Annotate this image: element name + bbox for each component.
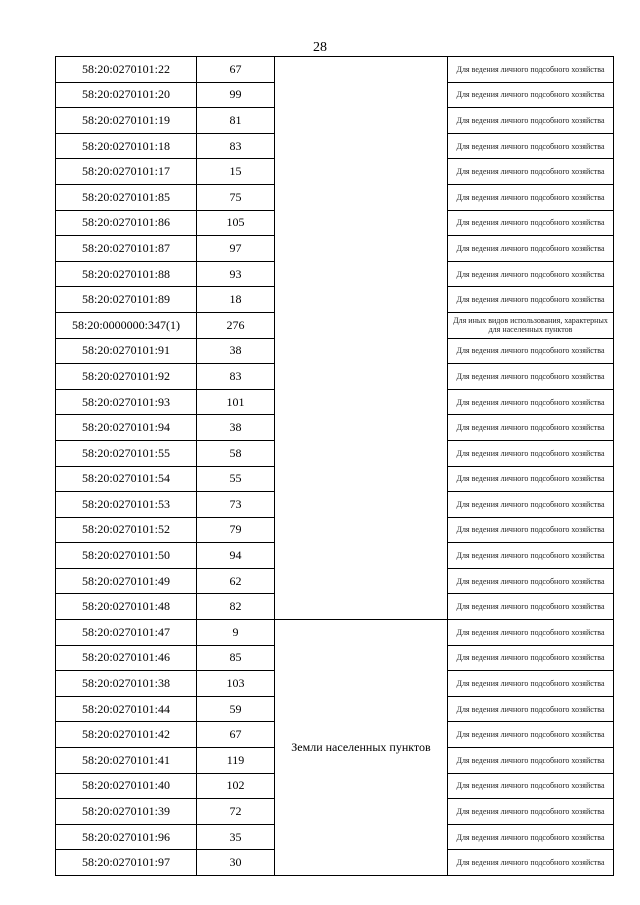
cadastral-number-cell: 58:20:0270101:50: [56, 543, 197, 569]
area-cell: 99: [197, 82, 275, 108]
land-category-cell: [275, 57, 448, 620]
permitted-use-cell: Для ведения личного подсобного хозяйства: [448, 261, 614, 287]
permitted-use-cell: Для ведения личного подсобного хозяйства: [448, 799, 614, 825]
cadastral-number-cell: 58:20:0270101:54: [56, 466, 197, 492]
area-cell: 35: [197, 824, 275, 850]
permitted-use-cell: Для ведения личного подсобного хозяйства: [448, 543, 614, 569]
permitted-use-cell: Для ведения личного подсобного хозяйства: [448, 850, 614, 876]
cadastral-number-cell: 58:20:0270101:92: [56, 364, 197, 390]
cadastral-number-cell: 58:20:0270101:89: [56, 287, 197, 313]
cadastral-number-cell: 58:20:0270101:55: [56, 440, 197, 466]
permitted-use-cell: Для ведения личного подсобного хозяйства: [448, 236, 614, 262]
permitted-use-cell: Для иных видов использования, характерных для населенных пунктов: [448, 312, 614, 338]
land-plots-table: [55, 56, 614, 876]
table-row: [56, 57, 614, 83]
permitted-use-cell: Для ведения личного подсобного хозяйства: [448, 824, 614, 850]
cadastral-number-cell: 58:20:0270101:52: [56, 517, 197, 543]
permitted-use-cell: Для ведения личного подсобного хозяйства: [448, 492, 614, 518]
permitted-use-cell: Для ведения личного подсобного хозяйства: [448, 620, 614, 646]
cadastral-number-cell: 58:20:0270101:41: [56, 748, 197, 774]
permitted-use-cell: Для ведения личного подсобного хозяйства: [448, 466, 614, 492]
area-cell: 18: [197, 287, 275, 313]
cadastral-number-cell: 58:20:0270101:42: [56, 722, 197, 748]
area-cell: 72: [197, 799, 275, 825]
permitted-use-cell: Для ведения личного подсобного хозяйства: [448, 82, 614, 108]
area-cell: 58: [197, 440, 275, 466]
land-category-cell: Земли населенных пунктов: [275, 620, 448, 876]
cadastral-number-cell: 58:20:0270101:17: [56, 159, 197, 185]
area-cell: 9: [197, 620, 275, 646]
area-cell: 276: [197, 312, 275, 338]
cadastral-number-cell: 58:20:0270101:88: [56, 261, 197, 287]
area-cell: 67: [197, 722, 275, 748]
cadastral-number-cell: 58:20:0270101:86: [56, 210, 197, 236]
permitted-use-cell: Для ведения личного подсобного хозяйства: [448, 517, 614, 543]
permitted-use-cell: Для ведения личного подсобного хозяйства: [448, 722, 614, 748]
area-cell: 83: [197, 133, 275, 159]
area-cell: 15: [197, 159, 275, 185]
cadastral-number-cell: 58:20:0270101:47: [56, 620, 197, 646]
permitted-use-cell: Для ведения личного подсобного хозяйства: [448, 748, 614, 774]
permitted-use-cell: Для ведения личного подсобного хозяйства: [448, 57, 614, 83]
permitted-use-cell: Для ведения личного подсобного хозяйства: [448, 184, 614, 210]
cadastral-number-cell: 58:20:0270101:19: [56, 108, 197, 134]
permitted-use-cell: Для ведения личного подсобного хозяйства: [448, 287, 614, 313]
area-cell: 101: [197, 389, 275, 415]
permitted-use-cell: Для ведения личного подсобного хозяйства: [448, 645, 614, 671]
area-cell: 67: [197, 57, 275, 83]
cadastral-number-cell: 58:20:0270101:87: [56, 236, 197, 262]
cadastral-number-cell: 58:20:0270101:38: [56, 671, 197, 697]
area-cell: 102: [197, 773, 275, 799]
cadastral-number-cell: 58:20:0270101:40: [56, 773, 197, 799]
table-row: [56, 620, 614, 646]
cadastral-number-cell: 58:20:0270101:48: [56, 594, 197, 620]
area-cell: 94: [197, 543, 275, 569]
area-cell: 79: [197, 517, 275, 543]
area-cell: 30: [197, 850, 275, 876]
cadastral-number-cell: 58:20:0270101:53: [56, 492, 197, 518]
cadastral-number-cell: 58:20:0270101:91: [56, 338, 197, 364]
cadastral-number-cell: 58:20:0270101:22: [56, 57, 197, 83]
area-cell: 55: [197, 466, 275, 492]
page-number: 28: [313, 40, 327, 55]
cadastral-number-cell: 58:20:0270101:85: [56, 184, 197, 210]
permitted-use-cell: Для ведения личного подсобного хозяйства: [448, 364, 614, 390]
area-cell: 38: [197, 338, 275, 364]
permitted-use-cell: Для ведения личного подсобного хозяйства: [448, 773, 614, 799]
cadastral-number-cell: 58:20:0270101:93: [56, 389, 197, 415]
cadastral-number-cell: 58:20:0270101:96: [56, 824, 197, 850]
area-cell: 119: [197, 748, 275, 774]
permitted-use-cell: Для ведения личного подсобного хозяйства: [448, 133, 614, 159]
cadastral-number-cell: 58:20:0270101:46: [56, 645, 197, 671]
area-cell: 83: [197, 364, 275, 390]
area-cell: 62: [197, 568, 275, 594]
permitted-use-cell: Для ведения личного подсобного хозяйства: [448, 594, 614, 620]
cadastral-number-cell: 58:20:0270101:49: [56, 568, 197, 594]
area-cell: 103: [197, 671, 275, 697]
area-cell: 38: [197, 415, 275, 441]
cadastral-number-cell: 58:20:0270101:20: [56, 82, 197, 108]
cadastral-number-cell: 58:20:0270101:44: [56, 696, 197, 722]
permitted-use-cell: Для ведения личного подсобного хозяйства: [448, 389, 614, 415]
permitted-use-cell: Для ведения личного подсобного хозяйства: [448, 671, 614, 697]
area-cell: 75: [197, 184, 275, 210]
area-cell: 85: [197, 645, 275, 671]
area-cell: 82: [197, 594, 275, 620]
cadastral-number-cell: 58:20:0270101:97: [56, 850, 197, 876]
area-cell: 59: [197, 696, 275, 722]
cadastral-number-cell: 58:20:0270101:18: [56, 133, 197, 159]
permitted-use-cell: Для ведения личного подсобного хозяйства: [448, 696, 614, 722]
area-cell: 81: [197, 108, 275, 134]
area-cell: 73: [197, 492, 275, 518]
area-cell: 93: [197, 261, 275, 287]
permitted-use-cell: Для ведения личного подсобного хозяйства: [448, 440, 614, 466]
cadastral-number-cell: 58:20:0000000:347(1): [56, 312, 197, 338]
permitted-use-cell: Для ведения личного подсобного хозяйства: [448, 415, 614, 441]
cadastral-number-cell: 58:20:0270101:94: [56, 415, 197, 441]
permitted-use-cell: Для ведения личного подсобного хозяйства: [448, 159, 614, 185]
permitted-use-cell: Для ведения личного подсобного хозяйства: [448, 108, 614, 134]
permitted-use-cell: Для ведения личного подсобного хозяйства: [448, 338, 614, 364]
permitted-use-cell: Для ведения личного подсобного хозяйства: [448, 568, 614, 594]
area-cell: 97: [197, 236, 275, 262]
permitted-use-cell: Для ведения личного подсобного хозяйства: [448, 210, 614, 236]
area-cell: 105: [197, 210, 275, 236]
cadastral-number-cell: 58:20:0270101:39: [56, 799, 197, 825]
